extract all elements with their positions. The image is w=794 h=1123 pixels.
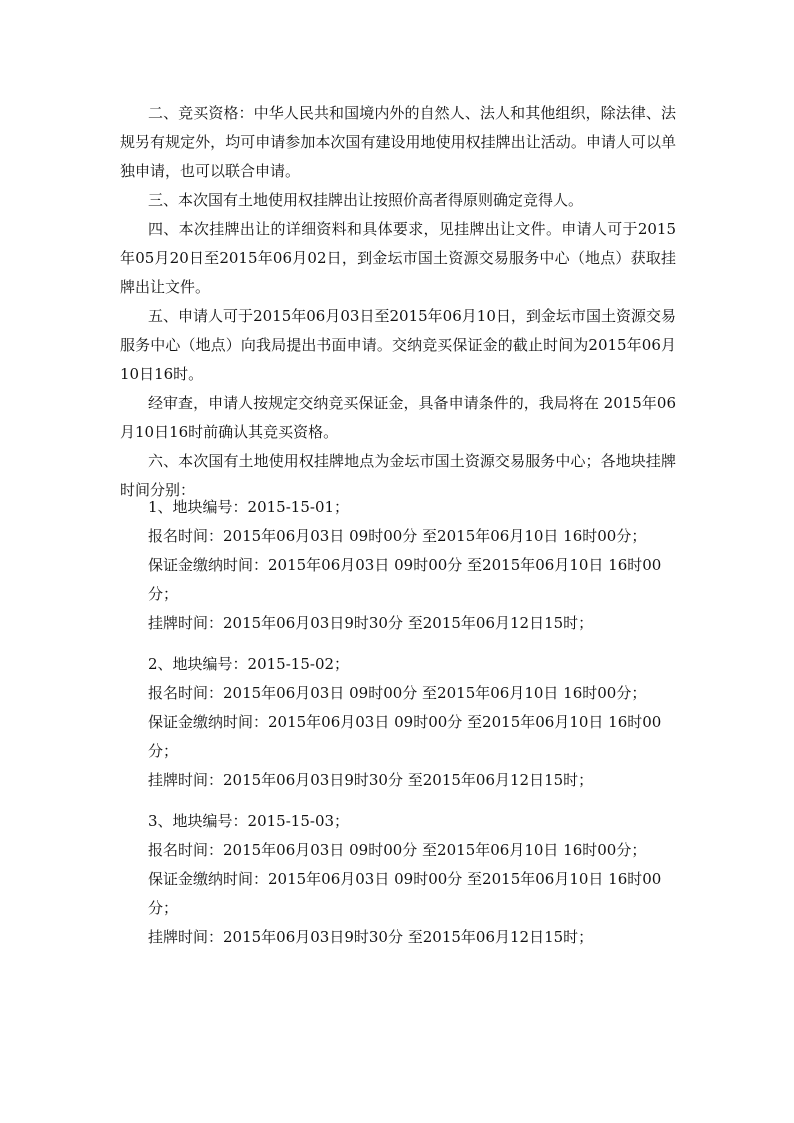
listing-time: 挂牌时间：2015年06月03日9时30分 至2015年06月12日15时； (148, 614, 594, 632)
paragraph-application-period: 五、申请人可于2015年06月03日至2015年06月10日，到金坛市国土资源交易服务中心（地点）向我局提出书面申请。交纳竞买保证金的截止时间为2015年06月10日16时。 (120, 307, 676, 383)
listing-time: 挂牌时间：2015年06月03日9时30分 至2015年06月12日15时； (148, 928, 594, 946)
plot-number: 2、地块编号：2015-15-02； (148, 655, 350, 673)
announcement-body (120, 99, 676, 505)
deposit-time: 保证金缴纳时间：2015年06月03日 09时00分 至2015年06月10日 16时00分； (148, 556, 662, 603)
plot-item (148, 493, 668, 638)
registration-time: 报名时间：2015年06月03日 09时00分 至2015年06月10日 16时00分； (148, 527, 647, 545)
plot-item (148, 807, 668, 952)
paragraph-bidder-qualification: 二、竞买资格：中华人民共和国境内外的自然人、法人和其他组织，除法律、法规另有规定外，均可申请参加本次国有建设用地使用权挂牌出让活动。申请人可以单独申请，也可以联合申请。 (120, 104, 676, 180)
paragraph-listing-location: 六、本次国有土地使用权挂牌地点为金坛市国土资源交易服务中心；各地块挂牌时间分别： (120, 452, 676, 499)
paragraph-qualification-review: 经审查，申请人按规定交纳竞买保证金，具备申请条件的，我局将在 2015年06月10日16时前确认其竞买资格。 (120, 394, 676, 441)
plot-schedule-list (148, 493, 668, 964)
plot-number: 1、地块编号：2015-15-01； (148, 498, 350, 516)
registration-time: 报名时间：2015年06月03日 09时00分 至2015年06月10日 16时00分； (148, 841, 647, 859)
deposit-time: 保证金缴纳时间：2015年06月03日 09时00分 至2015年06月10日 16时00分； (148, 713, 662, 760)
plot-number: 3、地块编号：2015-15-03； (148, 812, 350, 830)
plot-item (148, 650, 668, 795)
paragraph-document-collection: 四、本次挂牌出让的详细资料和具体要求，见挂牌出让文件。申请人可于2015年05月20日至2015年06月02日，到金坛市国土资源交易服务中心（地点）获取挂牌出让文件。 (120, 220, 676, 296)
listing-time: 挂牌时间：2015年06月03日9时30分 至2015年06月12日15时； (148, 771, 594, 789)
registration-time: 报名时间：2015年06月03日 09时00分 至2015年06月10日 16时00分； (148, 684, 647, 702)
paragraph-winner-principle: 三、本次国有土地使用权挂牌出让按照价高者得原则确定竞得人。 (148, 191, 584, 209)
deposit-time: 保证金缴纳时间：2015年06月03日 09时00分 至2015年06月10日 16时00分； (148, 870, 662, 917)
